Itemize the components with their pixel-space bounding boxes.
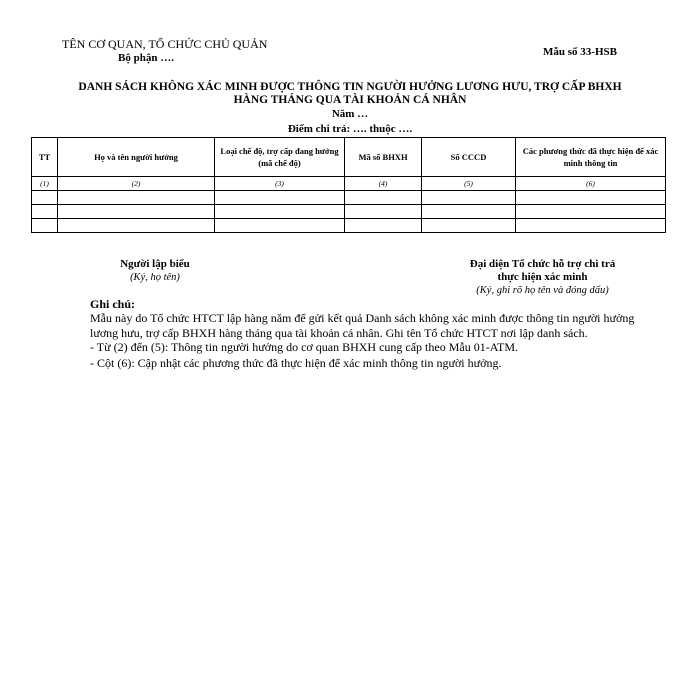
document-title-line2: HÀNG THÁNG QUA TÀI KHOẢN CÁ NHÂN (233, 94, 467, 106)
header-verification-methods: Các phương thức đã thực hiện để xác minh thông tin (516, 138, 666, 177)
notes-item-1: - Từ (2) đến (5): Thông tin người hưởng do cơ quan BHXH cung cấp theo Mẫu 01-ATM. (90, 340, 519, 354)
table-row (32, 205, 666, 219)
agency-name: TÊN CƠ QUAN, TỔ CHỨC CHỦ QUẢN (62, 37, 268, 51)
header-tt: TT (32, 138, 58, 177)
notes-paragraph: Mẫu này do Tổ chức HTCT lập hàng năm để gửi kết quả Danh sách không xác minh được thông tin người hưởng lương hưu, trợ cấp BHXH hàng tháng qua tài khoản cá nhân. Ghi tên Tổ chức HTCT nơi lập danh sách. (90, 311, 635, 340)
verification-table (31, 137, 666, 233)
representative-title-2: thực hiện xác minh (497, 271, 588, 283)
form-number: Mẫu số 33-HSB (543, 46, 617, 58)
notes-heading: Ghi chú: (90, 297, 136, 311)
preparer-signature-block (100, 258, 210, 284)
document-title-line1: DANH SÁCH KHÔNG XÁC MINH ĐƯỢC THÔNG TIN NGƯỜI HƯỞNG LƯƠNG HƯU, TRỢ CẤP BHXH (78, 81, 622, 93)
payment-location: Điểm chi trả: …. thuộc …. (287, 123, 413, 135)
representative-sign-note: (Ký, ghi rõ họ tên và đóng dấu) (476, 285, 609, 296)
header-citizen-id: Số CCCD (422, 138, 516, 177)
department-label: Bộ phận …. (118, 52, 174, 64)
notes-item-2: - Cột (6): Cập nhật các phương thức đã thực hiện để xác minh thông tin người hưởng. (90, 356, 502, 370)
index-cell-1: (1) (32, 177, 58, 191)
index-cell-4: (4) (345, 177, 422, 191)
representative-signature-block (455, 258, 630, 297)
index-cell-2: (2) (58, 177, 215, 191)
preparer-title: Người lập biểu (120, 258, 190, 270)
table-row (32, 191, 666, 205)
header-benefit-type: Loại chế độ, trợ cấp đang hưởng (mã chế độ) (215, 138, 345, 177)
index-cell-3: (3) (215, 177, 345, 191)
header-social-insurance-code: Mã số BHXH (345, 138, 422, 177)
index-cell-5: (5) (422, 177, 516, 191)
preparer-sign-note: (Ký, họ tên) (130, 272, 180, 283)
document-year: Năm … (331, 108, 369, 120)
representative-title-1: Đại diện Tổ chức hỗ trợ chi trả (469, 258, 616, 270)
table-row (32, 219, 666, 233)
header-full-name: Họ và tên người hưởng (58, 138, 215, 177)
index-cell-6: (6) (516, 177, 666, 191)
